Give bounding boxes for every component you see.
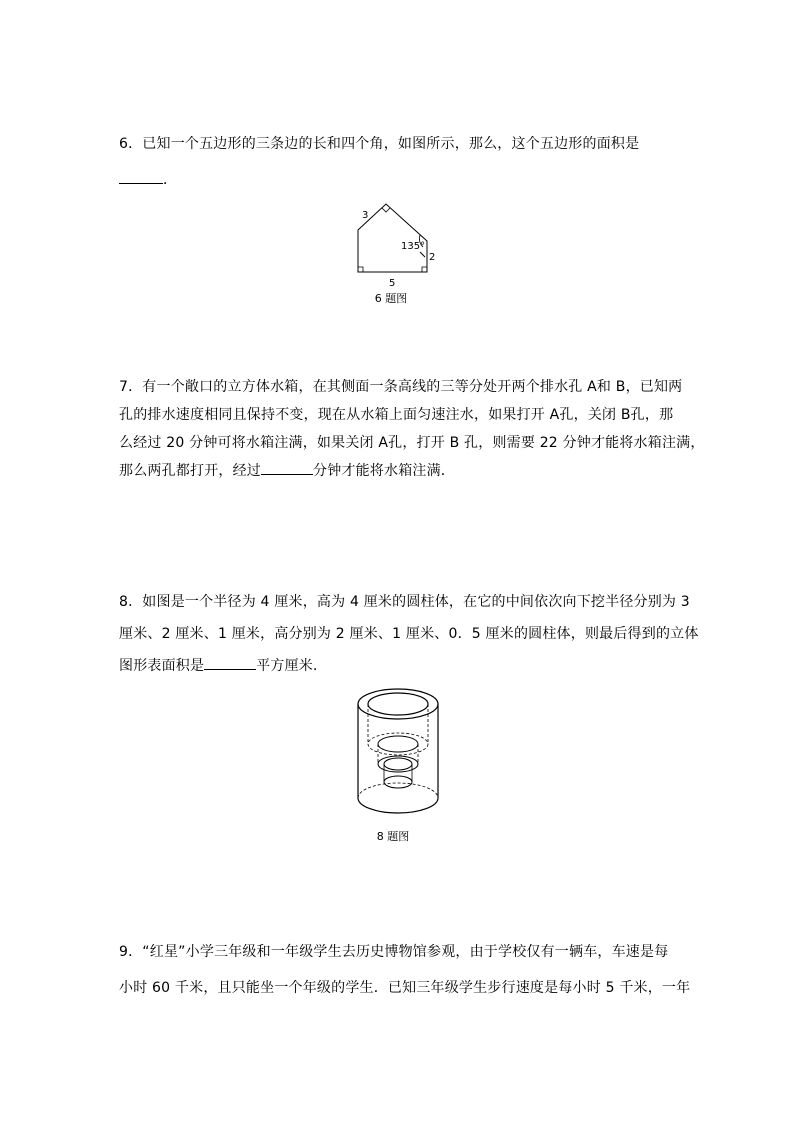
- label-side-5: 5: [389, 278, 396, 289]
- outer-bottom-front: [358, 798, 438, 813]
- question-7-line-2: 孔的排水速度相同且保持不变，现在从水箱上面匀速注水，如果打开 A孔，关闭 B孔，那: [119, 407, 674, 423]
- question-6-period: ．: [163, 172, 178, 188]
- answer-blank-7: [261, 460, 313, 475]
- question-9: [119, 938, 691, 1002]
- pentagon-figure: [350, 198, 440, 290]
- arrow-tick: [420, 252, 425, 257]
- hole-3-top-ellipse: [384, 758, 412, 770]
- label-side-2: 2: [429, 252, 436, 263]
- question-7-line-4-end: 分钟才能将水箱注满．: [313, 463, 455, 479]
- answer-blank-6: [119, 169, 163, 184]
- question-6-line-1: 6．已知一个五边形的三条边的长和四个角，如图所示，那么，这个五边形的面积是: [119, 136, 640, 152]
- hole-3-bottom-ellipse: [384, 776, 412, 788]
- question-7: [119, 373, 705, 485]
- question-8-line-3-start: 图形表面积是: [119, 658, 205, 674]
- question-8: [119, 588, 699, 680]
- question-9-line-1: 9．“红星”小学三年级和一年级学生去历史博物馆参观，由于学校仅有一辆车，车速是每: [119, 944, 669, 960]
- right-angle-mark-top: [382, 208, 390, 212]
- hole-1-top-ellipse: [368, 693, 428, 715]
- answer-blank-8: [204, 655, 256, 670]
- hole-2-top-ellipse: [378, 736, 418, 752]
- question-7-line-1: 7．有一个敞口的立方体水箱，在其侧面一条高线的三等分处开两个排水孔 A和 B，已知两: [119, 379, 683, 395]
- right-angle-mark-bottom-left: [358, 267, 363, 272]
- question-8-line-1: 8．如图是一个半径为 4 厘米，高为 4 厘米的圆柱体，在它的中间依次向下挖半径分别为 3: [119, 594, 690, 610]
- cylinder-figure: [352, 684, 446, 824]
- label-angle-135: 135°: [401, 241, 426, 252]
- question-9-line-2: 小时 60 千米，且只能坐一个年级的学生．已知三年级学生步行速度是每小时 5 千米，一年: [119, 980, 691, 996]
- question-7-line-4-start: 那么两孔都打开，经过: [119, 463, 261, 479]
- question-8-line-3-end: 平方厘米．: [256, 658, 328, 674]
- right-angle-mark-bottom-right: [422, 267, 427, 272]
- question-6: [119, 130, 679, 194]
- outer-bottom-back: [358, 783, 438, 798]
- question-7-line-4: [119, 457, 679, 485]
- question-6-line-2: [119, 166, 679, 194]
- question-7-line-3: 么经过 20 分钟可将水箱注满，如果关闭 A孔，打开 B 孔，则需要 22 分钟才能将水箱注满，: [119, 435, 705, 451]
- question-8-line-2: 厘米、2 厘米、1 厘米，高分别为 2 厘米、1 厘米、0．5 厘米的圆柱体，则最后得到的立体: [119, 626, 699, 642]
- question-8-line-3: [119, 652, 679, 680]
- label-side-3: 3: [362, 210, 369, 221]
- figure-8-caption: 8 题图: [376, 830, 410, 843]
- figure-6-caption: 6 题图: [374, 292, 408, 305]
